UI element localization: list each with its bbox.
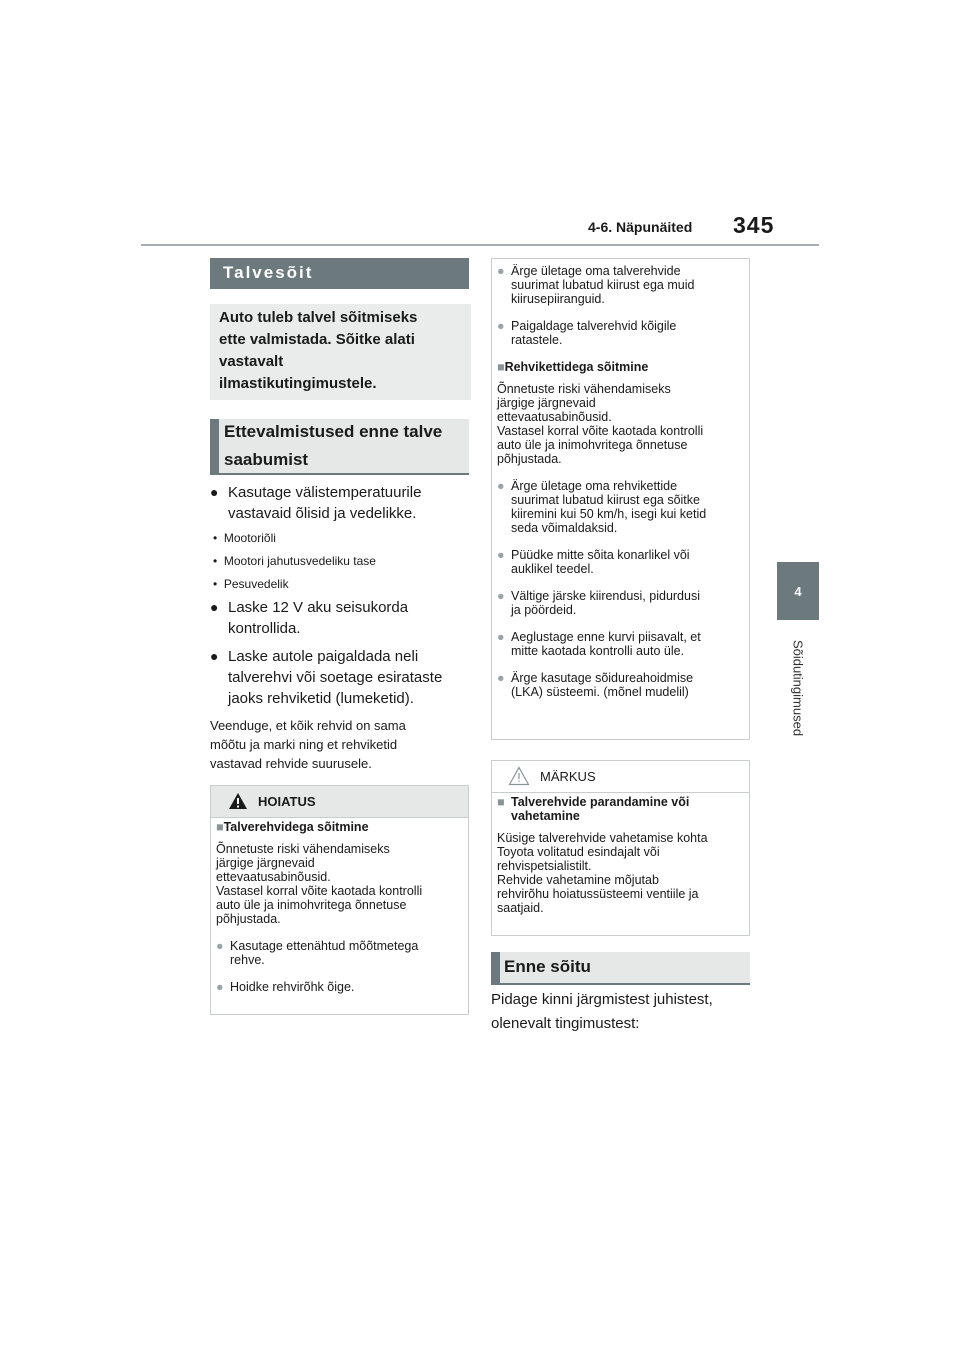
warning-body: ■Talverehvidega sõitmine Õnnetuste riski vähendamiseks järgige järgnevaid ettevaatusabinõusid. Vastasel korral võite kaotada kontrolli auto üle ja inimohvritega õnnetuse põhjustada. ● Kasutage ettenähtud mõõtmetega rehve. ● Hoidke rehvirõhk õige. [216,820,466,994]
section-label: 4-6. Näpunäited [588,219,693,235]
notice-body: ■ Talverehvide parandamine või vahetamine Küsige talverehvide vahetamise kohta Toyota volitatud esindajalt või rehvispetsialistilt. Rehvide vahetamine mõjutab rehvirõhu hoiatussüsteemi ventiile ja saatjaid. [497,795,747,915]
chapter-tab: 4 [777,562,819,620]
intro-line: vastavalt [219,353,284,370]
bullet-tires: ● Laske autole paigaldada neli talverehvi või soetage esirataste jaoks rehviketid (lumeketid). [210,648,443,707]
circle-bullet-icon: ● [497,479,505,493]
notice-heading: ■ Talverehvide parandamine või vahetamine [497,795,690,823]
chapter-label [784,630,812,746]
circle-bullet-icon: ● [216,939,224,953]
circle-bullet-icon: ● [216,980,224,994]
before-driving-text: Pidage kinni järgmistest juhistest, olenevalt tingimustest: [491,991,713,1032]
warning-item: ● Kasutage ettenähtud mõõtmetega rehve. [216,939,419,967]
circle-bullet-icon: ● [497,548,505,562]
warning-header [211,786,468,818]
header-divider [141,244,819,246]
bullet-icon: ● [210,648,219,664]
subheading-bar [210,419,219,473]
circle-bullet-icon: ● [497,589,505,603]
intro-box [210,304,471,400]
intro-line: Auto tuleb talvel sõitmiseks [219,309,418,326]
square-bullet-icon: ■ [497,795,505,809]
intro-line: ilmastikutingimustele. [219,375,377,392]
subheading-text: Ettevalmistused enne talve saabumist [224,422,443,469]
bullet-icon: ● [210,599,219,615]
circle-bullet-icon: ● [497,671,505,685]
sub-item: • Mootori jahutusvedeliku tase [213,554,376,568]
notice-icon [508,766,530,786]
page-title: Talvesõit [210,258,469,289]
subheading-text: Enne sõitu [504,957,591,976]
warning-box [210,785,469,1015]
square-bullet-icon: ■ [216,820,224,834]
warning-item: ● Püüdke mitte sõita konarlikel või auklikel teedel. [497,548,690,576]
square-bullet-icon: ■ [497,360,505,374]
page-number: 345 [733,212,775,238]
warning-heading: ■Talverehvidega sõitmine [216,820,369,834]
warning-item: ● Ärge ületage oma talverehvide suurimat lubatud kiirust ega muid kiirusepiiranguid. [497,264,695,306]
warning-title: HOIATUS [258,794,316,809]
warning-item: ● Ärge kasutage sõidureahoidmise (LKA) süsteemi. (mõnel mudelil) [497,671,694,699]
warning-item: ● Ärge ületage oma rehvikettide suurimat lubatud kiirust ega sõitke kiiremini kui 50 km/h, isegi kui ketid seda võimaldaksid. [497,479,707,535]
warning-item: ● Vältige järske kiirendusi, pidurdusi ja pöördeid. [497,589,700,617]
intro-line: ette valmistada. Sõitke alati [219,331,415,348]
sub-item: • Pesuvedelik [213,577,289,591]
subheading-bar [491,952,500,983]
subheading-before-driving [491,952,750,985]
tire-chain-heading: ■Rehvikettidega sõitmine [497,360,649,374]
circle-bullet-icon: ● [497,630,505,644]
bullet-icon: ● [210,484,219,500]
circle-bullet-icon: ● [497,264,505,278]
warning-item: ● Paigaldage talverehvid kõigile ratastele. [497,319,677,347]
tire-note: Veenduge, et kõik rehvid on sama mõõtu ja marki ning et rehviketid vastavad rehvide suurusele. [210,718,406,771]
bullet-fluids: ● Kasutage välistemperatuurile vastavaid õlisid ja vedelikke. [210,484,422,522]
warning-continuation-box [491,258,750,740]
sub-item: • Mootoriõli [213,531,276,545]
warning-item: ● Hoidke rehvirõhk õige. [216,980,355,994]
notice-header [492,761,749,793]
warning-continuation-body: ● Ärge ületage oma talverehvide suurimat lubatud kiirust ega muid kiirusepiiranguid. ● Paigaldage talverehvid kõigile ratastele. ■Rehvikettidega sõitmine Õnnetuste riski vähendamiseks järgige järgnevaid ettevaatusabinõusid. Vastasel korral võite kaotada kontrolli auto üle ja inimohvritega õnnetuse põhjustada. ● Ärge ületage oma rehvikettide suurimat lubatud kiirust ega sõitke kiiremini kui 50 km/h, isegi kui ketid seda võimaldaksid. ● Püüdke mitte sõita konarlikel või auklikel teedel. ● Vältige järske kiirendusi, pidurdusi ja pöördeid. ● Aeglustage enne kurvi piisavalt, et mitte kaotada kontrolli auto üle. ● Ärge kasutage sõidureahoidmise (LKA) süsteemi. (mõnel mudelil) [497,264,747,699]
notice-box [491,760,750,936]
warning-item: ● Aeglustage enne kurvi piisavalt, et mitte kaotada kontrolli auto üle. [497,630,701,658]
warning-icon [228,792,248,810]
notice-title: MÄRKUS [540,769,596,784]
bullet-battery: ● Laske 12 V aku seisukorda kontrollida. [210,599,409,637]
chapter-label-text: Sõidutingimused [790,639,806,737]
circle-bullet-icon: ● [497,319,505,333]
subheading-winter-prep [210,419,469,475]
